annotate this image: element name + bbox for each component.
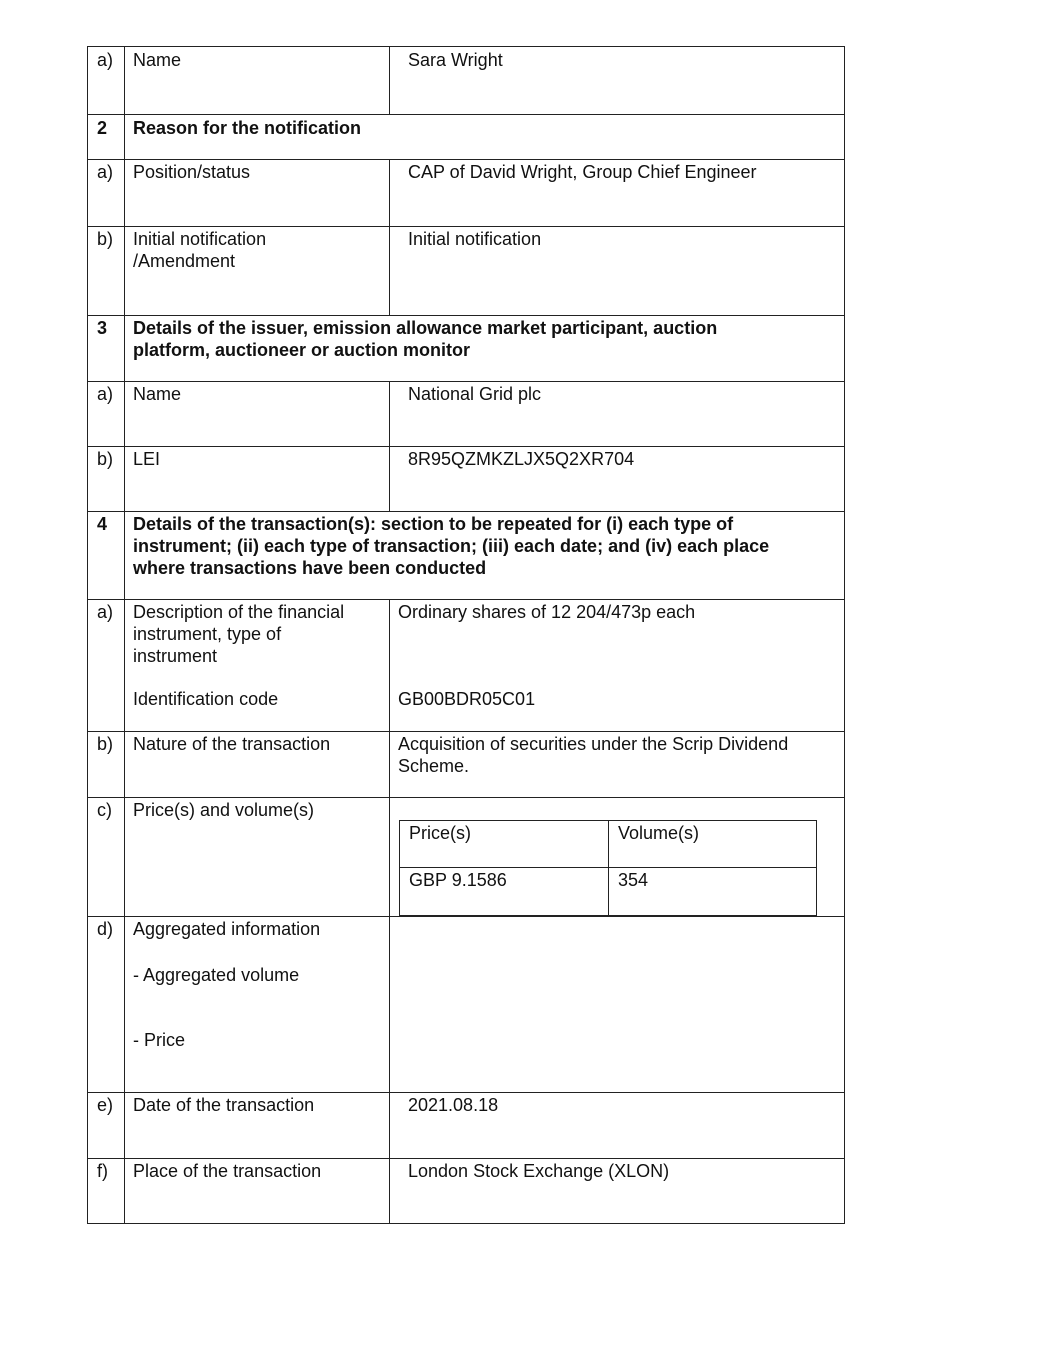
section-number: 4 (97, 514, 108, 534)
aggregated-volume-label: - Aggregated volume (133, 965, 300, 985)
row-letter-cell (88, 1093, 125, 1158)
row-name (87, 46, 845, 114)
section-number: 3 (97, 318, 108, 338)
row-value-cell (389, 47, 844, 114)
aggregated-price-label: - Price (133, 1030, 186, 1050)
price-header: Price(s) (409, 823, 471, 843)
section-title-line: platform, auctioneer or auction monitor (133, 340, 471, 360)
section-title: Reason for the notification (133, 118, 362, 138)
row-value-cell (389, 382, 844, 446)
row-value-cell (389, 917, 844, 1092)
row-letter-cell (88, 447, 125, 511)
row-lei (87, 446, 845, 511)
row-value-cell (389, 447, 844, 511)
section-number: 2 (97, 118, 108, 138)
row-letter: f) (97, 1161, 108, 1181)
row-value: Initial notification (408, 229, 542, 249)
section-title-cell (124, 512, 844, 599)
row-label: Place of the transaction (133, 1161, 322, 1181)
row-letter: b) (97, 734, 114, 754)
section-title-line: Details of the issuer, emission allowance market participant, auction (133, 318, 718, 338)
row-label-cell (124, 732, 390, 797)
row-value-cell (389, 1159, 844, 1223)
row-letter: e) (97, 1095, 114, 1115)
row-label-line: Description of the financial (133, 602, 345, 622)
section-title-line: Details of the transaction(s): section to be repeated for (i) each type of (133, 514, 734, 534)
row-label: Position/status (133, 162, 251, 182)
section-title-line: where transactions have been conducted (133, 558, 487, 578)
section-number-cell (88, 115, 125, 159)
row-value-cell (389, 227, 844, 315)
table-divider (400, 867, 816, 868)
section-3-header (87, 315, 845, 381)
row-label: LEI (133, 449, 161, 469)
row-value-cell (389, 160, 844, 226)
row-letter: b) (97, 449, 114, 469)
row-letter-cell (88, 227, 125, 315)
volume-value: 354 (618, 870, 649, 890)
row-value-line: Acquisition of securities under the Scrip Dividend (398, 734, 789, 754)
row-label-line: instrument, type of (133, 624, 282, 644)
row-value: Ordinary shares of 12 204/473p each (398, 602, 696, 622)
row-initial-notification (87, 226, 845, 315)
row-instrument-description (87, 599, 845, 731)
row-letter-cell (88, 732, 125, 797)
row-label-cell (124, 1159, 390, 1223)
volume-header: Volume(s) (618, 823, 700, 843)
row-value: Sara Wright (408, 50, 503, 70)
row-value: 8R95QZMKZLJX5Q2XR704 (408, 449, 635, 469)
row-label-cell (124, 917, 390, 1092)
row-label-cell (124, 382, 390, 446)
section-4-header (87, 511, 845, 599)
row-value: National Grid plc (408, 384, 542, 404)
row-value: CAP of David Wright, Group Chief Engineer (408, 162, 757, 182)
row-label-line: Initial notification (133, 229, 267, 249)
row-price-volume (87, 797, 845, 916)
row-label: Price(s) and volume(s) (133, 800, 315, 820)
row-issuer-name (87, 381, 845, 446)
row-letter: a) (97, 162, 114, 182)
row-label-cell (124, 160, 390, 226)
row-value: London Stock Exchange (XLON) (408, 1161, 670, 1181)
row-aggregated-information (87, 916, 845, 1092)
row-label: Name (133, 384, 182, 404)
row-value-cell (389, 600, 844, 731)
row-letter: c) (97, 800, 112, 820)
row-letter-cell (88, 600, 125, 731)
row-label: Date of the transaction (133, 1095, 315, 1115)
row-letter-cell (88, 1159, 125, 1223)
row-letter: b) (97, 229, 114, 249)
table-divider (608, 821, 609, 915)
row-label-line: instrument (133, 646, 218, 666)
row-label-cell (124, 47, 390, 114)
row-label-cell (124, 600, 390, 731)
row-value-cell (389, 1093, 844, 1158)
row-label-cell (124, 447, 390, 511)
section-title-cell (124, 115, 844, 159)
row-label-line: /Amendment (133, 251, 236, 271)
row-value-line: Scheme. (398, 756, 470, 776)
row-label-cell (124, 227, 390, 315)
row-letter-cell (88, 382, 125, 446)
row-letter: a) (97, 602, 114, 622)
row-letter-cell (88, 47, 125, 114)
row-letter-cell (88, 917, 125, 1092)
section-title-cell (124, 316, 844, 381)
row-position-status (87, 159, 845, 226)
row-letter: a) (97, 50, 114, 70)
identification-code-value: GB00BDR05C01 (398, 689, 536, 709)
row-label: Name (133, 50, 182, 70)
row-letter: a) (97, 384, 114, 404)
price-volume-table (399, 820, 817, 916)
section-2-header (87, 114, 845, 159)
section-number-cell (88, 316, 125, 381)
section-title-line: instrument; (ii) each type of transaction; (iii) each date; and (iv) each place (133, 536, 770, 556)
row-label: Nature of the transaction (133, 734, 331, 754)
row-place-of-transaction (87, 1158, 845, 1224)
price-value: GBP 9.1586 (409, 870, 507, 890)
row-letter-cell (88, 160, 125, 226)
row-value: 2021.08.18 (408, 1095, 499, 1115)
identification-code-label: Identification code (133, 689, 279, 709)
row-letter: d) (97, 919, 114, 939)
row-date-of-transaction (87, 1092, 845, 1158)
section-number-cell (88, 512, 125, 599)
row-label-cell (124, 1093, 390, 1158)
row-letter-cell (88, 798, 125, 916)
row-nature-of-transaction (87, 731, 845, 797)
row-label: Aggregated information (133, 919, 321, 939)
row-value-cell (389, 732, 844, 797)
row-label-cell (124, 798, 390, 916)
